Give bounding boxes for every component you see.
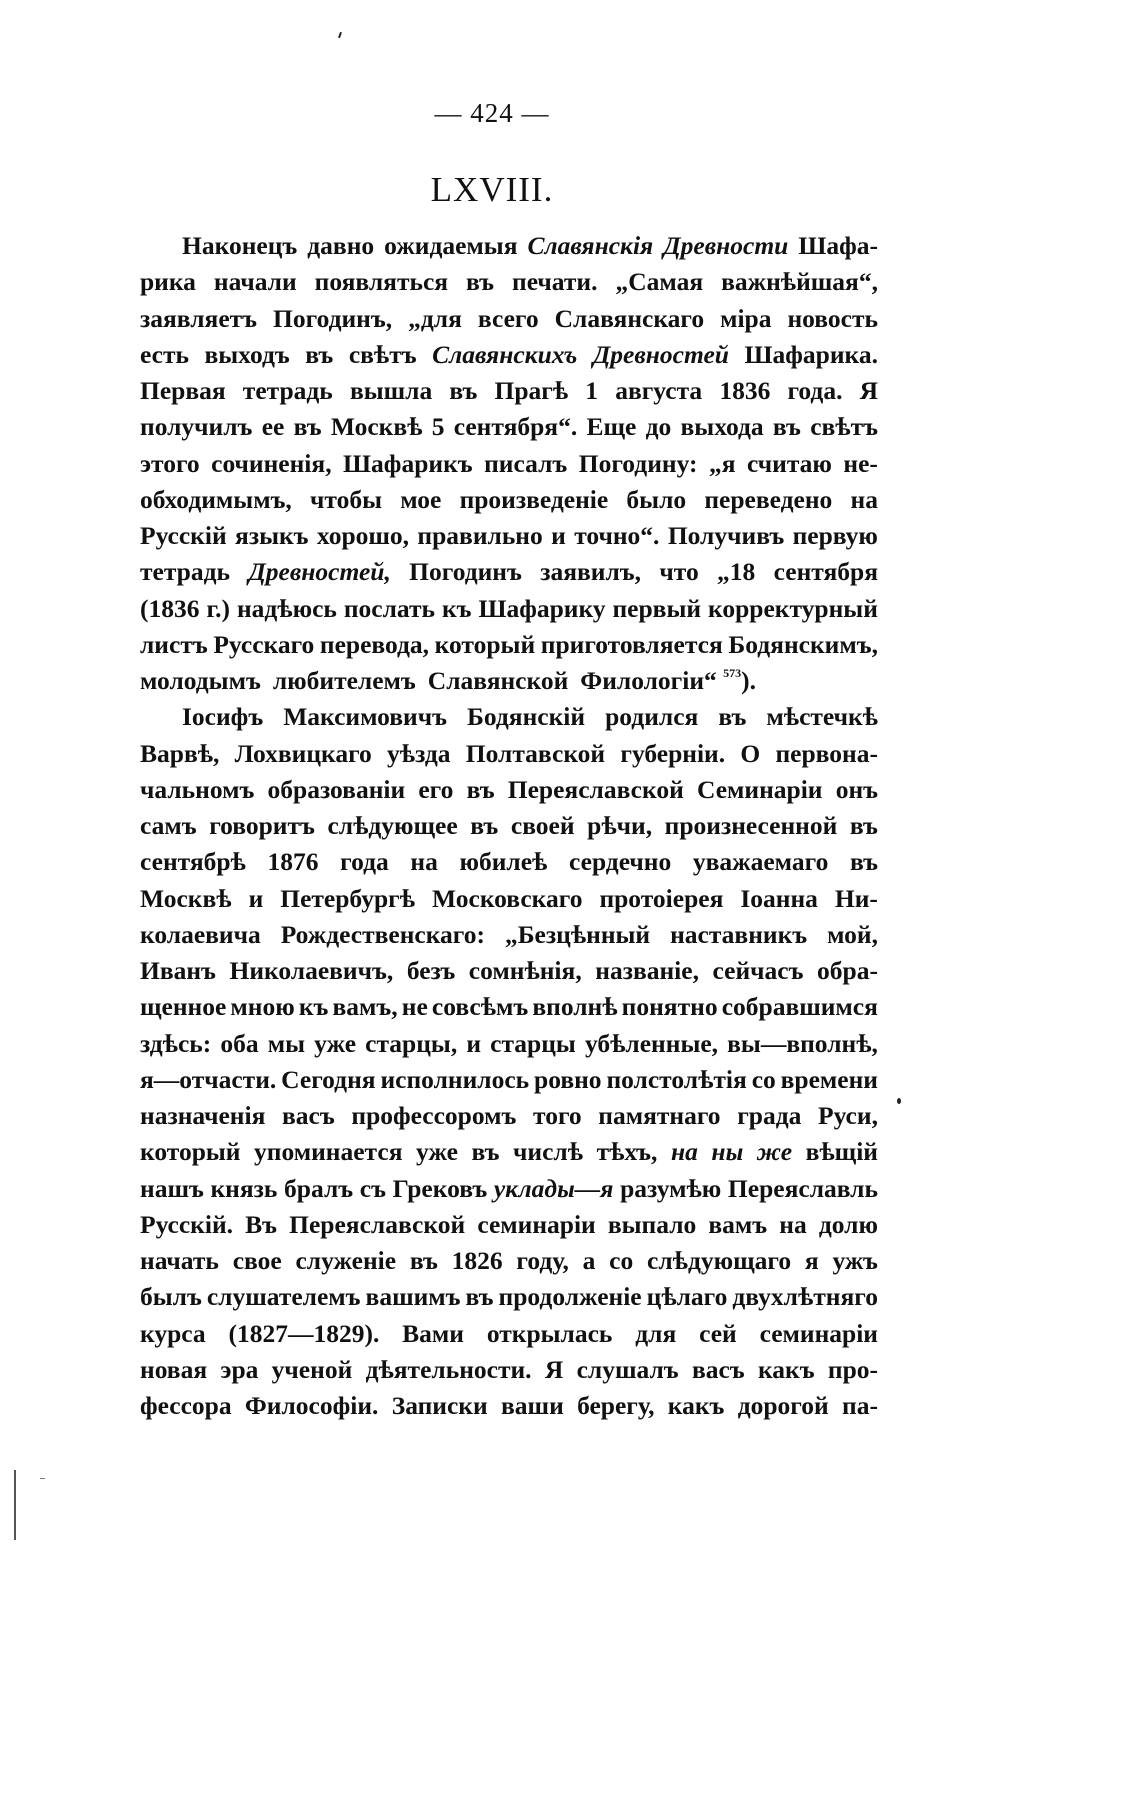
word: Прагѣ [494,376,569,405]
word: Погодину: [578,448,698,478]
word: въ [409,1246,438,1275]
word: который [140,1137,241,1167]
word: не [401,992,428,1022]
word: ваши [501,1391,564,1420]
word: убѣленные, [584,1028,719,1058]
word: любителемъ [272,666,416,695]
word: на [410,847,438,877]
word: писалъ [484,448,568,478]
text-line [140,446,878,482]
word: губерніи. [620,738,726,768]
word: дѣятельности. [365,1354,532,1384]
word: щенное [140,992,227,1022]
word: перевода, [319,629,430,659]
word: Бодянскимъ, [728,629,878,659]
word: съ [359,1173,386,1203]
word: чальномъ [140,774,255,804]
text-line [140,844,878,880]
word: полстолѣтія [606,1064,747,1094]
word: вышла [349,376,433,405]
word: и [248,883,264,913]
word: Русскій [140,521,227,550]
text-line [140,409,878,445]
text-line [140,1134,878,1170]
word: Семинаріи [696,774,823,804]
word: корректурный [708,593,878,623]
word: говоритъ [209,811,315,840]
word: ужъ [832,1246,878,1275]
word: Славянской [427,666,569,695]
word: Получивъ [667,521,785,550]
word: произнесенной [664,811,838,840]
text-line [140,881,878,917]
word: который [434,629,536,659]
word: вѣщій [805,1137,878,1167]
text-line [140,1098,878,1134]
word: свѣтъ [348,339,417,369]
word: Іосифъ [182,702,264,732]
word: же [756,1137,793,1167]
word: языкъ [235,521,309,550]
word: па- [842,1391,878,1420]
word: юбилеѣ [459,847,548,877]
word: нашъ [140,1173,204,1203]
word: цѣлаго [646,1282,728,1312]
word: на [850,484,878,514]
word: новая [140,1354,208,1384]
word: къ [298,992,329,1022]
word: Славянскаго [554,303,705,333]
word: Въ [245,1209,278,1239]
word: вполнѣ [532,992,618,1022]
word: старцы [490,1028,576,1058]
word: Философіи. [244,1391,379,1420]
word: вамъ, [332,992,398,1022]
word: бралъ [284,1173,354,1203]
word: „Самая [615,267,704,297]
word: служеніе [295,1246,397,1275]
word: „18 [717,557,756,587]
word: какъ [667,1391,725,1420]
word: „я [708,448,736,478]
word: совсѣмъ [431,992,529,1022]
word: чтобы [310,484,383,514]
word: Москвѣ [330,412,423,442]
text-line [140,264,878,300]
word: числѣ [513,1137,584,1167]
word: есть [140,339,189,369]
word: молодымъ [140,666,261,695]
word: Полтавской [465,738,606,768]
word: начать [140,1246,219,1275]
word: уже [314,1028,357,1058]
word: Максимовичъ [283,702,447,732]
word: протоіерея [599,883,724,913]
word: давно [307,231,375,260]
word: году, [516,1246,569,1275]
text-line [140,1316,878,1352]
word: мое [400,484,442,514]
text-line [140,482,878,518]
word: вы—вполнѣ, [727,1028,878,1058]
word: обходимымъ, [140,484,292,514]
word: Переяславской [289,1209,466,1239]
word: переведено [704,484,833,514]
word: „для [408,303,462,333]
word: Ни- [834,883,878,913]
word: рика [140,267,196,297]
word: приготовляется [540,629,723,659]
text-line [140,591,878,627]
margin-scan-artifact [14,1470,16,1540]
word: произведеніе [459,484,609,514]
word: Сегодня [281,1064,376,1094]
word: первую [792,521,878,550]
word: Филологіи“ $^{573}$). [580,666,757,695]
word: слѣдующаго [647,1246,792,1275]
word: и [551,521,566,550]
word: что [659,557,699,587]
word: заявляетъ [140,303,258,333]
word: выходъ [204,339,290,369]
word: мой, [827,919,878,949]
word: Древности [663,231,789,260]
word: сердечно [569,847,672,877]
word: мною [230,992,295,1022]
word: 1826 [451,1246,503,1275]
word: ее [261,412,285,442]
word: (1827—1829). [228,1318,380,1348]
word: Шафарикъ [343,448,473,478]
word: Руси, [818,1101,878,1130]
word: тетрадь [242,376,333,405]
word: на [779,1209,807,1239]
word: хорошо, [316,521,410,550]
word: для [635,1318,677,1348]
word: Петербургѣ [280,883,416,913]
word: первона- [775,738,878,768]
word: 1836 [719,376,771,405]
text-line [140,663,878,699]
word: Славянскія [527,231,654,260]
word: въ [293,412,322,442]
word: „Безцѣнный [504,919,651,949]
word: Рождественскаго: [280,919,485,949]
word: точно“. [574,521,660,550]
word: сей [699,1318,737,1348]
word: ны [711,1137,744,1167]
word: про- [827,1354,878,1384]
word: въ [718,702,747,732]
word: въ [849,847,878,877]
word: надѣюсь [236,593,337,623]
word: было [626,484,687,514]
word: Іоанна [740,883,818,913]
word: разумѣю [620,1173,722,1203]
text-line [140,1352,878,1388]
word: послать [343,593,435,623]
text-line [140,554,878,590]
word: въ [466,267,495,297]
word: 5 [431,412,445,442]
word: свое [232,1246,282,1275]
word: какъ [757,1354,815,1384]
word: появляться [314,267,449,297]
word: Переяславской [507,774,684,804]
word: Древностей [592,339,729,369]
word: времени [780,1064,878,1094]
word: родился [605,702,699,732]
word: слушалъ [576,1354,679,1384]
word: памятнаго [598,1101,721,1130]
word: до [645,412,672,442]
word: Погодинъ, [273,303,393,333]
text-line [140,989,878,1025]
word: уже [416,1137,458,1167]
word: Шафарику [478,593,606,623]
word: года. [787,376,843,405]
word: первый [612,593,702,623]
word: берегу, [577,1391,655,1420]
word: сентябрѣ [140,847,246,877]
word: здѣсь: [140,1028,212,1058]
word: считаю [746,448,832,478]
word: князь [210,1173,278,1203]
word: Шафа- [798,231,878,260]
word: всего [477,303,539,333]
word: заявилъ, [540,557,642,587]
text-line [140,301,878,337]
word: въ [772,412,801,442]
word: продолженіе [498,1282,642,1312]
word: профессоромъ [351,1101,517,1130]
word: Древностей, [248,557,391,587]
text-line [140,736,878,772]
word: О [740,738,761,768]
word: въ [471,1137,500,1167]
word: сочиненія, [211,448,332,478]
word: я [804,1246,819,1275]
text-line [140,1207,878,1243]
word: дорогой [737,1391,829,1420]
word: Шафарика. [744,339,878,369]
word: Русскаго [213,629,315,659]
word: васъ [691,1354,745,1384]
word: въ [305,339,334,369]
text-line [140,953,878,989]
stray-ink-mark [338,32,342,38]
word: образованіи [267,774,406,804]
word: Иванъ [140,956,216,985]
word: къ [441,593,472,623]
text-line [140,917,878,953]
text-line [140,1279,878,1315]
word: міра [720,303,772,333]
word: правильно [417,521,543,550]
word: начали [213,267,297,297]
text-line [140,808,878,844]
word: наставникъ [670,919,808,949]
word: Первая [140,376,226,405]
word: понятно [621,992,718,1022]
word: Я [544,1354,564,1384]
text-line [140,228,878,264]
word: сейчасъ [712,956,804,985]
word: того [533,1101,582,1130]
word: ровно [534,1064,602,1094]
word: семинаріи [759,1318,878,1348]
word: 1876 [267,847,319,877]
word: а [582,1246,596,1275]
word: выхода [680,412,764,442]
text-line [140,373,878,409]
word: тетрадь [140,557,230,587]
word: важнѣйшая“, [721,267,878,297]
word: собравшимся [721,992,878,1022]
word: оба [220,1028,259,1058]
word: въ [849,811,878,840]
word: мы [267,1028,306,1058]
word: безъ [406,956,456,985]
word: уѣзда [387,738,451,768]
word: назначенія [140,1101,266,1130]
word: открылась [486,1318,613,1348]
word: (1836 [140,593,200,623]
word: самъ [140,811,197,840]
word: упоминается [254,1137,403,1167]
word: Варвѣ, [140,738,220,768]
word: вашимъ [365,1282,461,1312]
word: онъ [835,774,878,804]
word: Наконецъ [182,231,298,260]
word: града [737,1101,802,1130]
text-line [140,627,878,663]
word: слушателемъ [206,1282,361,1312]
word: ученой [271,1354,353,1384]
word: г.) [206,593,231,623]
word: Грековъ [392,1173,488,1203]
text-line [140,1026,878,1062]
word: Бодянскій [467,702,586,732]
word: ожидаемыя [384,231,518,260]
word: со [751,1064,776,1094]
word: получилъ [140,412,253,442]
word: сентября [773,557,878,587]
word: Погодинъ [409,557,522,587]
word: печати. [512,267,598,297]
word: листъ [140,629,208,659]
word: 1 [585,376,599,405]
word: колаевича [140,919,261,949]
word: Московскаго [432,883,583,913]
text-line [140,1171,878,1207]
page-number: — 424 — [434,98,550,128]
word: Русскій. [140,1209,234,1239]
word: Лохвицкаго [234,738,372,768]
word: былъ [140,1282,202,1312]
chapter-heading: LXVIII. [430,170,554,209]
word: Николаевичъ, [229,956,394,985]
word: тѣхъ, [596,1137,658,1167]
word: семинаріи [477,1209,596,1239]
text-line [140,337,878,373]
text-line [140,1062,878,1098]
word: слѣдующее [327,811,458,840]
word: и [466,1028,482,1058]
word: въ [466,774,495,804]
word: мѣстечкѣ [766,702,878,732]
stray-ink-dot [897,1098,901,1104]
word: двухлѣтняго [732,1282,878,1312]
word: въ [470,811,499,840]
word: въ [449,376,478,405]
word: Еще [586,412,637,442]
word: фессора [140,1391,232,1420]
word: обра- [817,956,878,985]
word: вамъ [708,1209,768,1239]
body-text [140,228,878,1424]
word: Славянскихъ [432,339,578,369]
word: сентября“. [453,412,578,442]
word: рѣчи, [587,811,653,840]
word: Вами [402,1318,464,1348]
word: сомнѣнія, [468,956,582,985]
word: Переяславль [727,1173,878,1203]
word: курса [140,1318,206,1348]
word: старцы, [365,1028,458,1058]
word: уклады—я [493,1173,614,1203]
text-line [140,1243,878,1279]
text-line [140,518,878,554]
word: долю [818,1209,878,1239]
word: на [670,1137,698,1167]
word: со [609,1246,634,1275]
word: названіе, [595,956,699,985]
word: новость [787,303,878,333]
word: Записки [391,1391,488,1420]
word: свѣтъ [810,412,878,442]
word: августа [615,376,703,405]
word: уважаемаго [692,847,829,877]
word: года [340,847,389,877]
word: Я [859,376,878,405]
word: не- [843,448,878,478]
word: эра [220,1354,259,1384]
word: васъ [282,1101,335,1130]
word: я—отчасти. [140,1064,277,1094]
word: своей [510,811,575,840]
text-line [140,1388,878,1424]
word: Москвѣ [140,883,232,913]
word: выпало [607,1209,697,1239]
word: этого [140,448,200,478]
margin-scan-artifact [40,1478,45,1479]
word: въ [465,1282,494,1312]
text-line [140,772,878,808]
text-line [140,699,878,735]
word: исполнилось [380,1064,530,1094]
word: его [418,774,454,804]
